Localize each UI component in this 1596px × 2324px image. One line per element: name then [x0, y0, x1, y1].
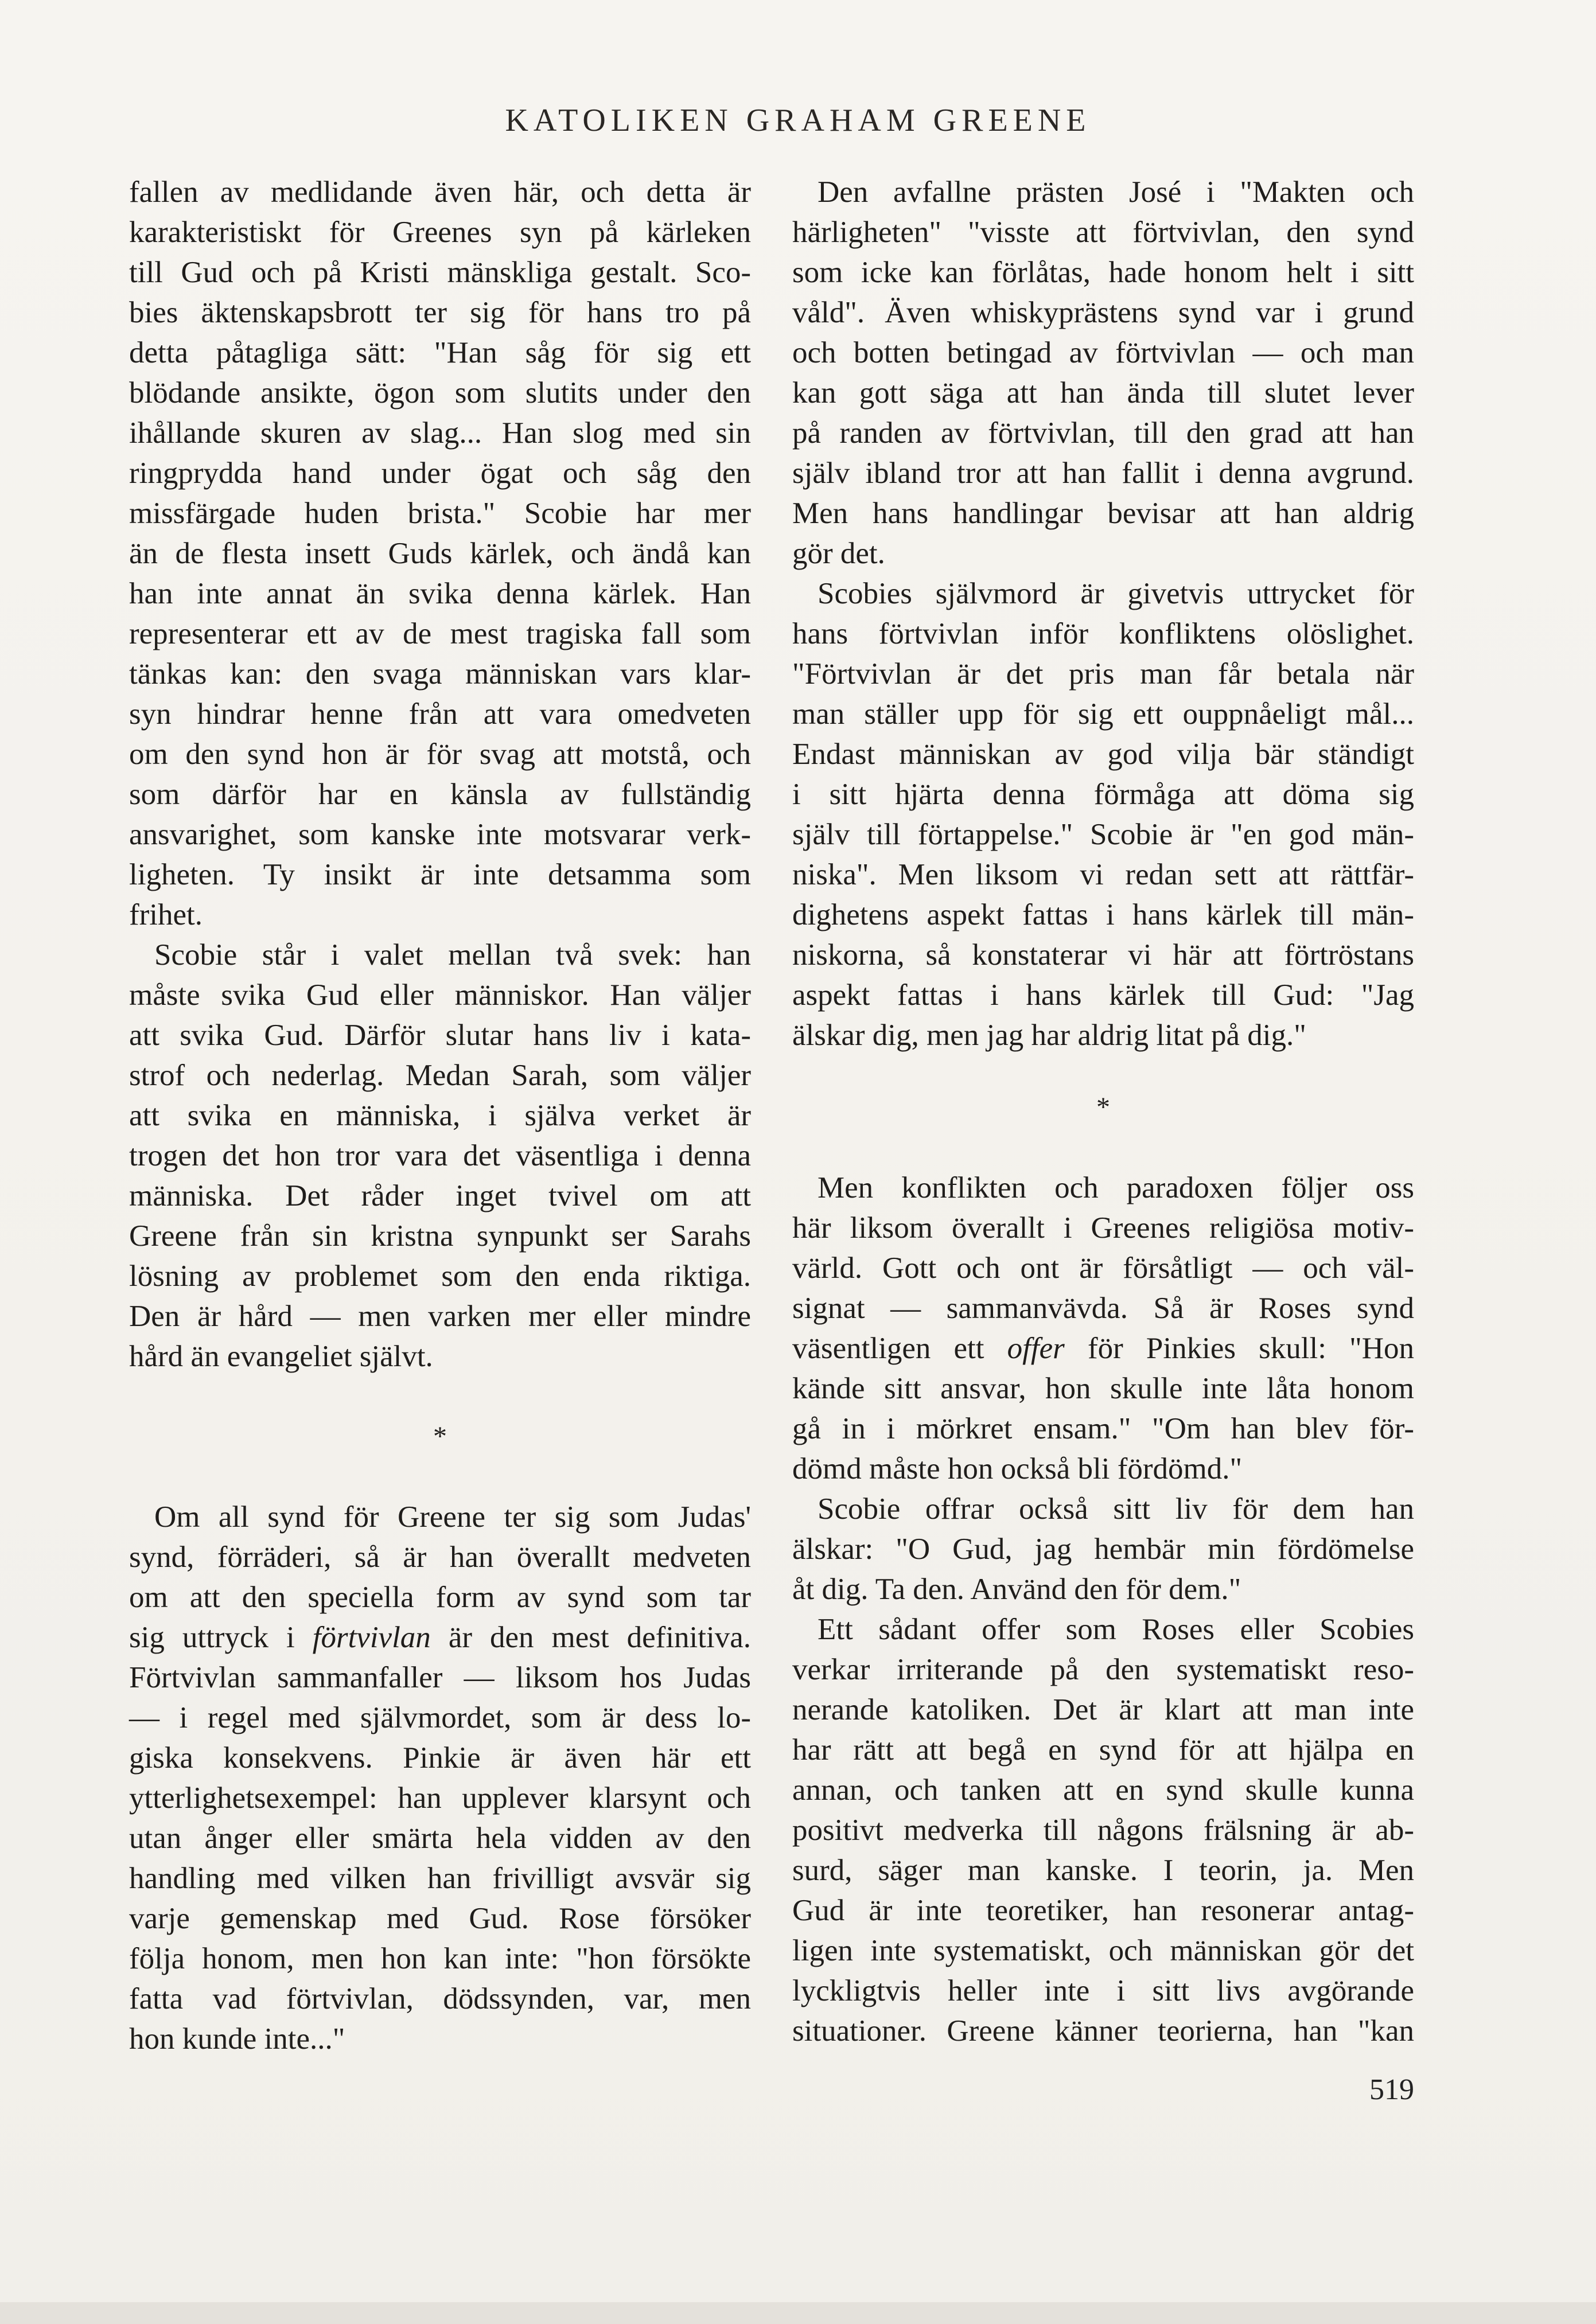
right-column-text-line: Men hans handlingar bevisar att han aldrig — [792, 497, 1414, 530]
right-column-text-line: niska". Men liksom vi redan sett att rättfär- — [792, 858, 1414, 891]
right-column-text-line: väsentligen ett offer för Pinkies skull: "Hon — [792, 1332, 1414, 1365]
left-column-text-line: blödande ansikte, ögon som slutits under den — [129, 376, 751, 410]
right-column-text-line: och botten betingad av förtvivlan — och man — [792, 336, 1414, 369]
left-column-text-line: giska konsekvens. Pinkie är även här ett — [129, 1741, 751, 1775]
right-column-text-line: man ställer upp för sig ett ouppnåeligt mål... — [792, 697, 1414, 731]
right-column — [792, 172, 1414, 2051]
page-number: 519 — [1369, 2073, 1414, 2106]
left-column-text-line: bies äktenskapsbrott ter sig för hans tro på — [129, 296, 751, 329]
left-column-text-line: att svika Gud. Därför slutar hans liv i kata- — [129, 1019, 751, 1052]
left-column-text-line: människa. Det råder inget tvivel om att — [129, 1179, 751, 1212]
left-column-text-line: karakteristiskt för Greenes syn på kärleken — [129, 216, 751, 249]
right-column-text-line: älskar: "O Gud, jag hembär min fördömelse — [792, 1533, 1414, 1566]
right-column-text-line: Den avfallne prästen José i "Makten och — [818, 176, 1414, 209]
left-column-text-line: fatta vad förtvivlan, dödssynden, var, men — [129, 1982, 751, 2015]
left-column-text-line: fallen av medlidande även här, och detta är — [129, 176, 751, 209]
right-column-text-line: i sitt hjärta denna förmåga att döma sig — [792, 778, 1414, 811]
right-column-text-line: gör det. — [792, 537, 885, 570]
right-column-text-line: kände sitt ansvar, hon skulle inte låta honom — [792, 1372, 1414, 1405]
right-column-text-line: här liksom överallt i Greenes religiösa motiv- — [792, 1211, 1414, 1245]
left-column-text-line: hon kunde inte..." — [129, 2022, 345, 2056]
right-column-text-line: dighetens aspekt fattas i hans kärlek till män- — [792, 898, 1414, 931]
section-spacer — [792, 1055, 1414, 1087]
right-column-text-line: dömd måste hon också bli fördömd." — [792, 1452, 1243, 1485]
running-head: KATOLIKEN GRAHAM GREENE — [505, 103, 1091, 138]
right-column-text-line: aspekt fattas i hans kärlek till Gud: "Jag — [792, 978, 1414, 1012]
left-column-text-line: strof och nederlag. Medan Sarah, som väljer — [129, 1059, 751, 1092]
right-column-text-line: Scobies självmord är givetvis uttrycket för — [818, 577, 1414, 610]
section-break-asterisk: * — [433, 1421, 447, 1452]
left-column-text-line: än de flesta insett Guds kärlek, och ändå kan — [129, 537, 751, 570]
right-column-text-line: Ett sådant offer som Roses eller Scobies — [818, 1613, 1414, 1646]
right-column-text-line: niskorna, så konstaterar vi här att förtröstans — [792, 938, 1414, 972]
right-column-text-line: gå in i mörkret ensam." "Om han blev för- — [792, 1412, 1414, 1445]
left-column-text-line: detta påtagliga sätt: "Han såg för sig ett — [129, 336, 751, 369]
section-spacer — [129, 1377, 751, 1417]
right-column-text-line: hans förtvivlan inför konfliktens olöslighet. — [792, 617, 1414, 650]
emphasis: offer — [1007, 1332, 1065, 1365]
left-column-text-line: — i regel med självmordet, som är dess lo- — [129, 1701, 751, 1734]
right-column-text-line: ligen inte systematiskt, och människan gör det — [792, 1934, 1414, 1967]
left-column-text-line: som därför har en känsla av fullständig — [129, 778, 751, 811]
left-column-text-line: Scobie står i valet mellan två svek: han — [154, 938, 751, 972]
right-column-text-line: Endast människan av god vilja bär ständigt — [792, 738, 1414, 771]
left-column-text-line: ytterlighetsexempel: han upplever klarsynt och — [129, 1781, 751, 1815]
left-column-text-line: till Gud och på Kristi mänskliga gestalt. Sco- — [129, 256, 751, 289]
right-column-text-line: älskar dig, men jag har aldrig litat på dig." — [792, 1019, 1306, 1052]
right-column-text-line: annan, och tanken att en synd skulle kunna — [792, 1773, 1414, 1807]
right-column-text-line: surd, säger man kanske. I teorin, ja. Men — [792, 1854, 1414, 1887]
right-column-text-line: åt dig. Ta den. Använd den för dem." — [792, 1573, 1241, 1606]
left-column-text-line: ringprydda hand under ögat och såg den — [129, 457, 751, 490]
left-column — [129, 172, 751, 2059]
right-column-text-line: kan gott säga att han ända till slutet lever — [792, 376, 1414, 410]
left-column-text-line: lösning av problemet som den enda riktiga. — [129, 1260, 751, 1293]
left-column-text-line: Förtvivlan sammanfaller — liksom hos Judas — [129, 1661, 751, 1694]
left-column-text-line: syn hindrar henne från att vara omedveten — [129, 697, 751, 731]
left-column-text-line: trogen det hon tror vara det väsentliga i denna — [129, 1139, 751, 1172]
right-column-text-line: som icke kan förlåtas, hade honom helt i sitt — [792, 256, 1414, 289]
left-column-text-line: missfärgade huden brista." Scobie har mer — [129, 497, 751, 530]
right-column-text-line: signat — sammanvävda. Så är Roses synd — [792, 1292, 1414, 1325]
right-column-text-line: själv ibland tror att han fallit i denna avgrund. — [792, 457, 1414, 490]
page-bottom-edge — [0, 2302, 1596, 2324]
section-break-asterisk: * — [1096, 1092, 1110, 1122]
left-column-text-line: måste svika Gud eller människor. Han väljer — [129, 978, 751, 1012]
left-column-text-line: Greene från sin kristna synpunkt ser Sarahs — [129, 1219, 751, 1253]
emphasis: förtvivlan — [312, 1621, 431, 1654]
right-column-text-line: verkar irriterande på den systematiskt reso- — [792, 1653, 1414, 1686]
left-column-text-line: att svika en människa, i själva verket är — [129, 1099, 751, 1132]
left-column-text-line: om den synd hon är för svag att motstå, och — [129, 738, 751, 771]
section-spacer — [129, 1457, 751, 1497]
right-column-text-line: lyckligtvis heller inte i sitt livs avgörande — [792, 1974, 1414, 2007]
right-column-text-line: Men konflikten och paradoxen följer oss — [818, 1171, 1414, 1204]
left-column-text-line: ansvarighet, som kanske inte motsvarar verk- — [129, 818, 751, 851]
left-column-text-line: sig uttryck i förtvivlan är den mest definitiva. — [129, 1621, 751, 1654]
right-column-text-line: Scobie offrar också sitt liv för dem han — [818, 1492, 1414, 1526]
section-spacer — [792, 1128, 1414, 1168]
left-column-text-line: ligheten. Ty insikt är inte detsamma som — [129, 858, 751, 891]
left-column-text-line: utan ånger eller smärta hela vidden av den — [129, 1822, 751, 1855]
left-column-text-line: synd, förräderi, så är han överallt medveten — [129, 1541, 751, 1574]
left-column-text-line: representerar ett av de mest tragiska fall som — [129, 617, 751, 650]
right-column-text-line: nerande katoliken. Det är klart att man inte — [792, 1693, 1414, 1726]
left-column-text-line: frihet. — [129, 898, 203, 931]
left-column-text-line: följa honom, men hon kan inte: "hon försökte — [129, 1942, 751, 1975]
left-column-text-line: Den är hård — men varken mer eller mindre — [129, 1300, 751, 1333]
left-column-text-line: Om all synd för Greene ter sig som Judas' — [154, 1500, 751, 1534]
right-column-text-line: Gud är inte teoretiker, han resonerar antag- — [792, 1894, 1414, 1927]
left-column-text-line: ihållande skuren av slag... Han slog med sin — [129, 416, 751, 450]
left-column-text-line: om att den speciella form av synd som tar — [129, 1581, 751, 1614]
right-column-text-line: har rätt att begå en synd för att hjälpa en — [792, 1733, 1414, 1767]
right-column-text-line: härligheten" "visste att förtvivlan, den synd — [792, 216, 1414, 249]
right-column-text-line: värld. Gott och ont är försåtligt — och väl- — [792, 1251, 1414, 1285]
right-column-text-line: positivt medverka till någons frälsning är ab- — [792, 1814, 1414, 1847]
left-column-text-line: varje gemenskap med Gud. Rose försöker — [129, 1902, 751, 1935]
left-column-text-line: tänkas kan: den svaga människan vars klar- — [129, 657, 751, 691]
left-column-text-line: handling med vilken han frivilligt avsvär sig — [129, 1862, 751, 1895]
left-column-text-line: hård än evangeliet självt. — [129, 1340, 433, 1373]
right-column-text-line: "Förtvivlan är det pris man får betala när — [792, 657, 1414, 691]
right-column-text-line: situationer. Greene känner teorierna, han "kan — [792, 2014, 1414, 2048]
left-column-text-line: han inte annat än svika denna kärlek. Han — [129, 577, 751, 610]
right-column-text-line: på randen av förtvivlan, till den grad att han — [792, 416, 1414, 450]
right-column-text-line: själv till förtappelse." Scobie är "en god män- — [792, 818, 1414, 851]
right-column-text-line: våld". Även whiskyprästens synd var i grund — [792, 296, 1414, 329]
